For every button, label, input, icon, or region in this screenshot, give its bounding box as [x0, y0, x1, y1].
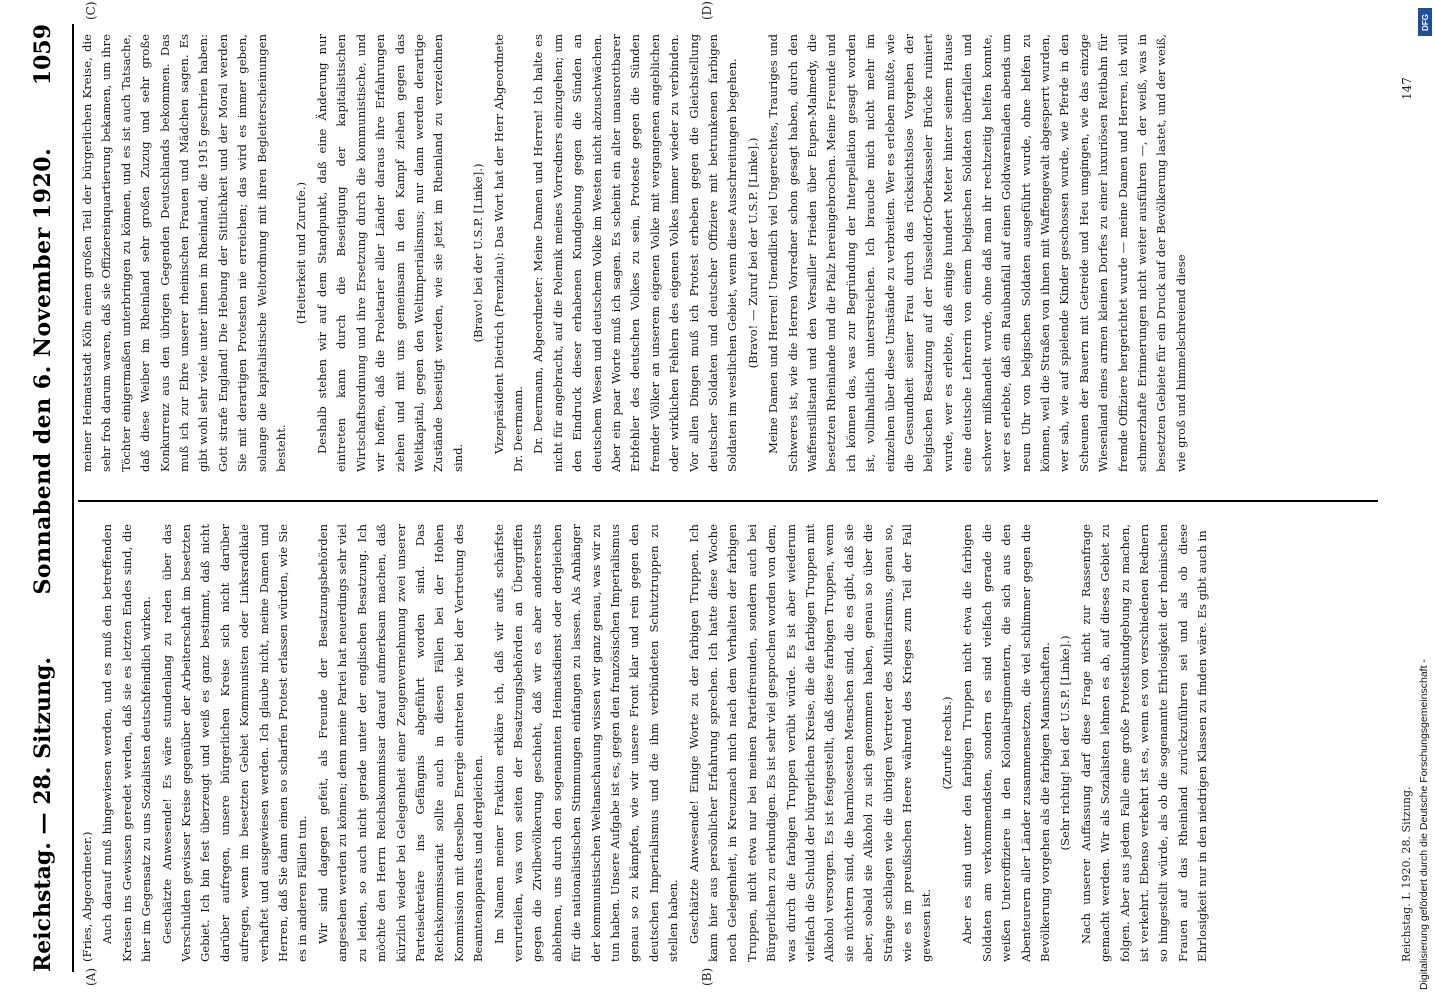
- left-column-paragraph: Geschätzte Anwesende! Es wäre stundenlang zu reden über das Verschulden gewisser Kreise gegenüber der Arbeiterschaft im besetzten Gebiet. Ich bin fest überzeugt und weiß es ganz bestimmt, daß nicht darüber aufregen, unsere bürgerlichen Kreise sich nicht darüber aufregen, wenn im besetzten Gebiet Kommunisten oder Linksradikale verhaftet und ausgewiesen werden. Ich glaube nicht, meine Damen und Herren, daß Sie dann einen so scharfen Protest erlassen würden, wie Sie es in anderen Fällen tun.: [159, 524, 310, 962]
- left-column-paragraph: Geschätzte Anwesende! Einige Worte zu der farbigen Truppen. Ich kann hier aus persönlicher Erfahrung sprechen. Ich hatte diese Woche noch Gelegenheit, in Kreuznach mich nach dem Verhalten der farbigen Truppen, nicht etwa nur bei meinen Parteifreunden, sondern auch bei Bürgerlichen zu erkundigen. Es ist sehr viel gesprochen worden von dem, was durch die farbigen Truppen verübt würde. Es ist aber wiederum vielfach die Schuld der bürgerlichen Kreise, die die farbigen Truppen mit Alkohol versorgen. Es ist festgestellt, daß diese farbigen Truppen, wenn sie nüchtern sind, die harmlosesten Menschen sind, die es gibt, daß sie aber, sobald sie Alkohol zu sich genommen haben, genau so über die Stränge schlagen wie die übrigen Vertreter des Militarismus, genau so, wie es im preußischen Heere während des Krieges zum Teil der Fall gewesen ist.: [686, 524, 934, 962]
- margin-marker-c: (C): [84, 1, 98, 20]
- page-number: 1059: [30, 24, 56, 86]
- left-column-paragraph: Wir sind dagegen gefeit, als Freunde der Besatzungsbehörden angesehen werden zu können; denn meine Partei hat neuerdings sehr viel zu leiden, so auch nicht gerade unter der englischen Besatzung. Ich möchte den Herrn Reichskommissar darauf aufmerksam machen, daß kürzlich wieder bei Gelegenheit einer Zeugenvernehmung zwei unserer Parteisekretäre ins Gefängnis abgeführt worden sind. Das Reichskommissariat sollte auch in diesen Fällen bei der Hohen Kommission mit derselben Energie eintreten wie bei der Vertretung des Beamtenapparats und dergleichen.: [315, 524, 486, 962]
- dfg-logo: [1418, 8, 1432, 36]
- dfg-logo-text: DFG: [1420, 13, 1430, 31]
- left-column-paragraph: Auch darauf muß hingewiesen werden, und es muß den betreffenden Kreisen ins Gewissen geredet werden, daß sie es letzten Endes sind, die hier im Gegensatz zu uns Sozialisten deutschfeindlich wirken.: [100, 524, 154, 962]
- right-column-paragraph: (Bravo! — Zuruf bei der U.S.P. [Linke].): [745, 137, 760, 369]
- margin-marker-b: (B): [700, 967, 714, 986]
- footer-left: Reichstag. I. 1920. 28. Sitzung.: [1400, 786, 1413, 962]
- left-column-paragraph: Im Namen meiner Fraktion erkläre ich, daß wir aufs schärfste verurteilen, was von seiten der Besatzungsbehörden an Übergriffen gegen die Zivilbevölkerung geschieht, daß wir es aber andererseits ablehnen, uns durch den sogenannten Heimatsdienst oder dergleichen für die nationalistischen Stimmungen einfangen zu lassen. Als Anhänger der kommunistischen Weltanschauung wissen wir ganz genau, was wir zu tun haben. Unsere Aufgabe ist es, gegen den französischen Imperialismus genau so zu kämpfen, wie wir unsere Front klar und rein gegen den deutschen Imperialismus und die ihm verbündeten Schutztruppen zu stellen haben.: [491, 524, 681, 962]
- right-column: [78, 34, 1398, 472]
- column-divider: [78, 500, 1378, 502]
- margin-marker-d: (D): [700, 1, 714, 20]
- left-column-paragraph: (Fries, Abgeordneter.): [80, 831, 94, 962]
- margin-marker-a: (A): [84, 967, 98, 986]
- dfg-side-strip: [1414, 0, 1434, 1000]
- right-column-paragraph: (Bravo! bei der U.S.P. [Linke].): [471, 163, 486, 343]
- right-column-paragraph: (Heiterkeit und Zurufe.): [294, 181, 309, 325]
- digitization-notice: Digitalisierung gefördert durch die Deutsche Forschungsgemeinschaft -: [1418, 659, 1430, 990]
- page-header: [30, 24, 66, 972]
- footer-page-signature: 147: [1400, 77, 1414, 100]
- left-column: [78, 524, 1398, 962]
- right-column-paragraph: Dr. Deermann, Abgeordneter: Meine Damen und Herren! Ich halte es nicht für angebracht, auf die Polemik meines Vorredners einzugehen; um den Eindruck dieser erhabenen Kundgebung gegen die Sünden an deutschem Wesen und deutschem Volke im Westen nicht abzuschwächen. Aber ein paar Worte muß ich sagen. Es scheint ein alter unausrottbarer Erbfehler des deutschen Volkes zu sein, Proteste gegen die Sünden fremder Völker an unserem eigenen Volke mit vergangenen angeblichen oder wirklichen Fehlern des eigenen Volkes immer wieder zu verbinden. Vor allen Dingen muß ich Protest erheben gegen die Gleichstellung deutscher Soldaten und deutscher Offiziere mit betrunkenen farbigen Soldaten im westlichen Gebiet, wenn diese Ausschreitungen begehen.: [531, 34, 740, 472]
- right-column-paragraph: Deshalb stehen wir auf dem Standpunkt, daß eine Änderung nur eintreten kann durch die Beseitigung der kapitalistischen Wirtschaftsordnung und ihre Ersetzung durch die kommunistische, und wir hoffen, daß die Proletarier aller Länder daraus ihre Erfahrungen ziehen und mit uns gemeinsam in den Kampf ziehen gegen das Weltkapital, gegen den Weltimperialismus; nur dann werden derartige Zustände beseitigt werden, wie sie jetzt im Rheinland zu verzeichnen sind.: [314, 34, 465, 472]
- header-date: Sonnabend den 6. November 1920.: [30, 147, 56, 595]
- left-column-paragraph: (Zurufe rechts.): [939, 696, 954, 790]
- left-column-paragraph: (Sehr richtig! bei der U.S.P. [Linke].): [1058, 635, 1073, 851]
- right-column-paragraph: Vizepräsident Dietrich (Prenzlau): Das Wort hat der Herr Abgeordnete Dr. Deermann.: [491, 34, 525, 472]
- right-column-paragraph: Meine Damen und Herren! Unendlich viel Ungerechtes, Trauriges und Schweres ist, wie die Herren Vorredner schon gesagt haben, durch den Waffenstillstand und den Versailler Frieden über Eupen-Malmedy, die besetzten Rheinlande und die Pfalz hereingebrochen. Meine Freunde und ich können das, was zur Begründung der Interpellation gesagt worden ist, vollinhaltlich unterstreichen. Ich brauche mich nicht mehr im einzelnen über diese Umstände zu verbreiten. Wer es erleben mußte, wie die Gesundheit seiner Frau durch das rücksichtslose Vorgehen der belgischen Besatzung auf der Düsseldorf-Oberkasseler Brücke ruiniert wurde, wer es erlebte, daß einige hundert Meter hinter seinem Hause eine deutsche Lehrerin von einem belgischen Soldaten überfallen und schwer mißhandelt wurde, ohne daß man ihr rechtzeitig helfen konnte, wer es erlebte, daß ein Raubanfall auf einen Goldwarenladen abends um neun Uhr von belgischen Soldaten ausgeführt wurde, ohne helfen zu können, weil die Straßen von ihnen mit Waffengewalt abgesperrt wurden, wer sah, wie auf spielende Kinder geschossen wurde, wie Pferde in den Scheunen der Bauern mit Getreide und Heu umgingen, wie das einzige Wiesenland eines armen kleinen Dorfes zu einer luxuriösen Reitbahn für fremde Offiziere hergerichtet wurde — meine Damen und Herren, ich will schmerzhafte Erinnerungen nicht weiter ausführen —, der weiß, was in besetzten Gebiete für ein Druck auf der Bevölkerung lastet, und der weiß, wie groß und himmelschreiend diese: [766, 34, 1188, 472]
- header-rule: [72, 24, 74, 972]
- right-column-paragraph: meiner Heimatstadt Köln einen großen Teil der bürgerlichen Kreise, die sehr froh darum waren, daß sie Offiziereinquartierung bekamen, um ihre Töchter einigermaßen unterbringen zu können, und es ist auch Tatsache, daß diese Weiber im Rheinland sehr großen Zuzug und sehr große Konkurrenz aus den übrigen Gegenden Deutschlands bekommen. Das muß ich zur Ehre unserer rheinischen Frauen und Mädchen sagen. Es gibt wohl sehr viele unter ihnen im Rheinland, die 1915 geschrien haben: Gott strafe England! Die Hebung der Sittlichkeit und der Moral werden Sie mit derartigen Protesten nie erreichen; das wird es immer geben, solange die kapitalistische Weltordnung mit ihren Begleiterscheinungen besteht.: [80, 34, 289, 472]
- header-left: Reichstag. — 28. Sitzung.: [30, 656, 56, 972]
- left-column-paragraph: Nach unserer Auffassung darf diese Frage nicht zur Rassenfrage gemacht werden. Wir als Sozialisten lehnen es ab, auf dieses Gebiet zu folgen. Aber aus jedem Falle eine große Protestkundgebung zu machen, ist verkehrt. Ebenso verkehrt ist es, wenn es von verschiedenen Rednern so hingestellt würde, als ob die sogenannte Ehrlosigkeit der rheinischen Frauen auf das Rheinland zurückzuführen sei und als ob diese Ehrlosigkeit nur in den niedrigen Klassen zu finden wäre. Es gibt auch in: [1078, 524, 1210, 962]
- left-column-paragraph: Aber es sind unter den farbigen Truppen nicht etwa die farbigen Soldaten am verkommendsten, sondern es sind vielfach gerade die weißen Unteroffiziere in den Kolonialregimentern, die sich aus den Abenteurern aller Länder zusammensetzen, die viel schlimmer gegen die Bevölkerung vorgehen als die farbigen Mannschaften.: [960, 524, 1052, 962]
